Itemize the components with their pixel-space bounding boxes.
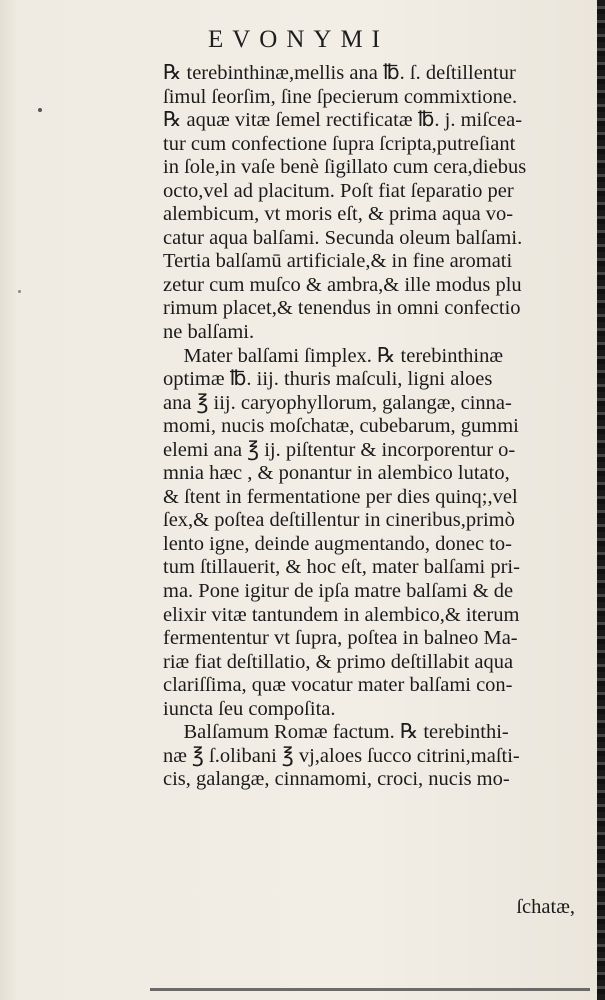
catchword: ſchatæ, [516,896,575,918]
text-line: zetur cum muſco & ambra,& ille modus plu [163,273,522,296]
text-line: octo,vel ad placitum. Poſt fiat ſeparatio per [163,179,514,202]
text-line: mnia hæc , & ponantur in alembico lutato, [163,462,510,485]
text-line: optimæ ℔. iij. thuris maſculi, ligni aloes [163,368,493,391]
bottom-rule [150,988,590,991]
text-line: clariſſima, quæ vocatur mater balſami con- [163,674,513,697]
text-line: Tertia balſamū artificiale,& in fine aromati [163,250,513,273]
text-line: ſimul ſeorſim, ſine ſpecierum commixtione. [163,85,518,108]
text-line: momi, nucis moſchatæ, cubebarum, gummi [163,415,519,438]
text-line: riæ fiat deſtillatio, & primo deſtillabit aqua [163,650,514,673]
text-line: Balſamum Romæ factum. ℞ terebinthi- [163,721,509,744]
text-line: ana ℥ iij. caryophyllorum, galangæ, cinna- [163,391,512,414]
text-line: ℞ aquæ vitæ ſemel rectificatæ ℔. j. miſcea- [163,109,523,132]
text-line: alembicum, vt moris eſt, & prima aqua vo- [163,203,514,226]
text-line: elemi ana ℥ ij. piſtentur & incorporentur o- [163,438,516,461]
body-text [163,62,597,792]
text-line: rimum placet,& tenendus in omni confectio [163,297,521,320]
text-line: cis, galangæ, cinnamomi, croci, nucis mo- [163,768,510,791]
text-line: elixir vitæ tantundem in alembico,& iterum [163,603,520,626]
text-line: ℞ terebinthinæ,mellis ana ℔. ſ. deſtillentur [163,62,516,84]
text-line: fermententur vt ſupra, poſtea in balneo Ma- [163,627,518,650]
text-line: tur cum confectione ſupra ſcripta,putreſiant [163,132,516,155]
ink-speck [38,108,42,112]
text-line: tum ſtillauerit, & hoc eſt, mater balſami pri- [163,556,520,579]
text-line: iuncta ſeu compoſita. [163,697,336,720]
text-line: Mater balſami ſimplex. ℞ terebinthinæ [163,344,504,367]
text-line: in ſole,in vaſe benè ſigillato cum cera,diebus [163,156,527,179]
text-line: næ ℥ ſ.olibani ℥ vj,aloes ſucco citrini,maſti- [163,744,520,767]
text-line: ſex,& poſtea deſtillentur in cineribus,primò [163,509,515,532]
text-line: catur aqua balſami. Secunda oleum balſami. [163,226,523,249]
ink-speck [18,290,21,293]
text-line: lento igne, deinde augmentando, donec to- [163,532,512,555]
text-line: & ſtent in fermentatione per dies quinq;,vel [163,485,518,508]
page-edge [597,0,605,1000]
text-line: ma. Pone igitur de ipſa matre balſami & de [163,580,514,603]
running-head: EVONYMI [207,26,390,53]
text-line: ne balſami. [163,321,255,344]
